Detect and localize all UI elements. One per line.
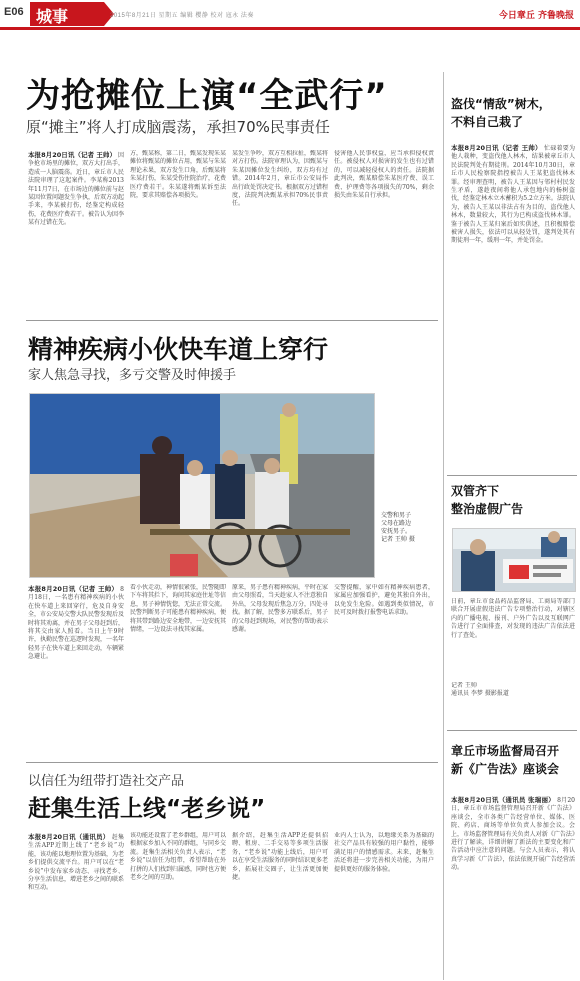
story2-subheadline: 家人焦急寻找，多亏交警及时伸援手 [28,368,237,383]
side-story-3-title: 章丘市场监督局召开 新《广告法》座谈会 [451,744,560,776]
story-divider [26,320,438,321]
lead-column-4: 侵害他人民事权益，应当承担侵权责任。被侵权人对损害的发生也有过错的，可以减轻侵权人的责任。法院据此判决，甄某赔偿朱某医疗费、误工费、护理费等各项损失的70%，剩余损失由朱某自行承担。 [334,150,434,200]
story3-column-2: 该功能还设置了老乡群组，用户可以根据家乡加入不同的群组，与同乡交流。赶集生活相关负责人表示，“老乡说”以信任为纽带，希望帮助在外打拼的人们找到归属感，同时也方便老乡之间的互助。 [130,832,226,882]
story3-kicker: 以信任为纽带打造社交产品 [28,774,185,789]
story2-headline: 精神疾病小伙快车道上穿行 [28,335,329,364]
story3-byline: 本报8月20日讯（通讯员） [28,833,110,841]
story2-column-1: 本报8月20日讯（记者 王帅） 8月18日，一名患有精神疾病的小伙在快车道上来回穿行，危及自身安全，市公安局交警大队民警发现后及时将其劝离，并在男子父母赶到后，将其交由家人照看。当日上午9时许，执勤民警在巡逻时发现，一名年轻男子在快车道上来回走动，车辆紧急避让。 [28,585,124,661]
lead-column-3: 某发生争吵，双方互相拉扯，甄某将对方打伤。法院审理认为，因甄某与朱某因摊位发生纠纷，双方均有过错。2014年2月，章丘市公安局作出行政处罚决定书。根据双方过错程度，法院判决甄某承担70%民事责任。 [232,150,328,208]
story2-photo [29,393,375,578]
story3-column-3: 据介绍，赶集生活APP还提供招聘、租房、二手交易等多项生活服务，“老乡说”功能上线后，用户可以在享受生活服务的同时结识更多老乡，拓展社交圈子，让生活更加便捷。 [232,832,328,882]
story2-byline: 本报8月20日讯（记者 王帅） [28,585,119,593]
story2-column-2: 看小伙走动，神情很紧张，民警随即下车将其拦下，询问其家庭住址等信息，男子神情恍惚，无法正常交流。民警判断男子可能患有精神疾病，便将其带到路边安全地带，一边安抚其情绪，一边设法寻找其家属。 [130,584,226,634]
side-story-2-title: 双管齐下 整治虚假广告 [451,484,524,516]
lead-column-2: 方，甄某称，第二日，甄某发现朱某摊位将甄某的摊位占用，甄某与朱某理论未果，双方发生口角，后甄某将朱某打伤，朱某受伤住院治疗，花费医疗费若干。朱某遂将甄某诉至法院，要求其赔偿各项损失。 [130,150,226,200]
side-photo-ad-inspection [452,528,576,592]
story2-column-3: 原来，男子患有精神疾病，平时在家由父母照看，当天趁家人不注意独自外出，父母发现后焦急万分，四处寻找。据了解，民警多方联系后，男子的父母赶到现场，对民警的帮助表示感谢。 [232,584,328,634]
masthead [0,0,580,30]
story3-column-4: 业内人士认为，以地缘关系为基础的社交产品具有较强的用户黏性，能够满足用户的情感需求。未来，赶集生活还将进一步完善相关功能，为用户提供更好的服务体验。 [334,832,434,873]
side-story-2-credit: 记者 王帅 通讯员 李梦 摄影报道 [451,682,509,698]
side-story-2-body: 日前，章丘市食品药品监督局、工商局等部门联合开展虚假违法广告专项整治行动，对辖区内的广播电视、报刊、户外广告以及互联网广告进行了全面排查，对发现的违法广告依法进行了查处。 [451,598,575,639]
side-story-3-body: 本报8月20日讯（通讯员 张瑞丽） 8月20日，章丘市市场监督管理局召开新《广告法》座谈会，全市各类广告经营单位、媒体、医院、药店、商场等单位负责人参加会议。会上，市场监督管理局有关负责人对新《广告法》进行了解读，详细讲解了新法的主要变化和广告活动中应注意的问题。与会人员表示，将认真学习新《广告法》，依法依规开展广告经营活动。 [451,796,575,872]
page-number: E06 [4,6,24,18]
side-divider [447,730,577,731]
column-divider [443,72,444,980]
lead-column-1: 本报8月20日讯（记者 王帅） 因争抢市场里的摊位，双方大打出手，造成一人脑震荡。近日，章丘市人民法院审理了这起案件。李某称2013年11月7日，在市场边的摊位前与赵某因位置问题发生争执，后双方动起手来，李某被打伤，经鉴定构成轻伤，花费医疗费若干。被告认为因李某有过错在先。 [28,151,124,227]
brand-logo: 今日章丘 齐鲁晚报 [498,11,574,21]
story2-column-4: 交警提醒，家中如有精神疾病患者，家属应加强看护，避免其独自外出，以免发生危险。如遇到类似情况，市民可及时拨打报警电话求助。 [334,584,434,617]
section-tag: 城事 [30,2,104,26]
lead-subheadline: 原“摊主”将人打成脑震荡，承担70%民事责任 [26,118,330,136]
masthead-meta: 2015年8月21日 星期五 编辑 樱静 校对 寇永 法奏 [110,13,254,19]
side-story-1-body: 本报8月20日讯（记者 王帅） 忙碌着要为他人栽种，变盗伐他人林木，结果被章丘市人民法院判处有期徒刑。2014年10月30日，章丘市人民检察院指控被告人王某犯盗伐林木罪。经审理查明，被告人王某因与邻村村民发生矛盾，遂趁夜间将他人承包地内的杨树盗伐，经鉴定林木立木蓄积为5.2立方米。法院认为，被告人王某以非法占有为目的，盗伐他人林木，数量较大，其行为已构成盗伐林木罪。鉴于被告人王某归案后如实供述，且积极赔偿被害人损失，依法可以从轻处罚，遂判处其有期徒刑一年，缓刑一年，并处罚金。 [451,144,575,245]
side-divider [447,475,577,476]
story3-headline: 赶集生活上线“老乡说” [28,796,266,822]
lead-byline: 本报8月20日讯（记者 王帅） [28,151,117,159]
story2-photo-caption: 交警和男子父母在路边安抚男子。记者 王帅 摄 [381,512,415,543]
story-divider [26,762,438,763]
side-story-1-title: 盗伐“情敌”树木， 不料自己栽了 [451,97,551,129]
lead-headline: 为抢摊位上演“全武行” [26,76,388,116]
story3-column-1: 本报8月20日讯（通讯员） 赶集生活APP近期上线了“老乡说”功能，该功能以地理位置为基础，为老乡们提供交流平台。用户可以在“老乡说”中发布家乡动态、寻找老乡、分享生活信息，增进老乡之间的联系和互动。 [28,833,124,892]
